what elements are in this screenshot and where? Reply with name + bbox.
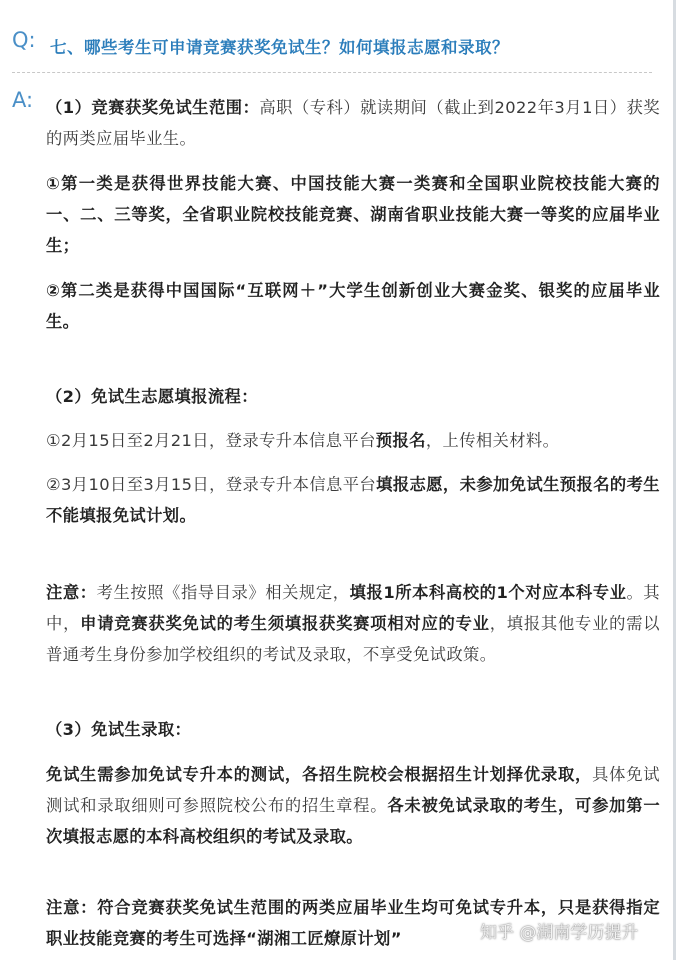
section3-body: 免试生需参加免试专升本的测试，各招生院校会根据招生计划择优录取，具体免试测试和录取细则可参照院校公布的招生章程。各未被免试录取的考生，可参加第一次填报志愿的本科高校组织的考试及录取。 [46, 765, 660, 846]
section1-intro [46, 92, 660, 154]
section1-text: 高职（专科）就读期间（截止到2022年3月1日）获奖的两类应届毕业生。 [46, 98, 660, 148]
question-marker: Q: [12, 28, 36, 52]
answer-body [46, 92, 660, 954]
section2-note: 注意：考生按照《指导目录》相关规定，填报1所本科高校的1个对应本科专业。其中，申请竞赛获奖免试的考生须填报获奖赛项相对应的专业，填报其他专业的需以普通考生身份参加学校组织的考试及录取，不享受免试政策。 [46, 583, 660, 664]
section3-note: 注意：符合竞赛获奖免试生范围的两类应届毕业生均可免试专升本，只是获得指定职业技能竞赛的考生可选择“湖湘工匠燎原计划” [46, 898, 660, 948]
divider [12, 72, 652, 73]
section2-step2: ②3月10日至3月15日，登录专升本信息平台填报志愿，未参加免试生预报名的考生不能填报免试计划。 [46, 475, 660, 525]
section3-heading: （3）免试生录取： [46, 720, 192, 739]
section1-heading: （1）竞赛获奖免试生范围： [46, 98, 260, 117]
section1-item2: ②第二类是获得中国国际“互联网＋”大学生创新创业大赛金奖、银奖的应届毕业生。 [46, 281, 660, 331]
section2-step1: ①2月15日至2月21日，登录专升本信息平台预报名，上传相关材料。 [46, 431, 560, 450]
section1-item1: ①第一类是获得世界技能大赛、中国技能大赛一类赛和全国职业院校技能大赛的一、二、三等奖，全省职业院校技能竞赛、湖南省职业技能大赛一等奖的应届毕业生； [46, 174, 660, 255]
watermark: 知乎 @湖南学历提升 [480, 923, 639, 943]
answer-marker: A: [12, 88, 34, 112]
question-title: 七、哪些考生可申请竞赛获奖免试生？如何填报志愿和录取？ [50, 38, 509, 57]
section2-heading: （2）免试生志愿填报流程： [46, 387, 258, 406]
